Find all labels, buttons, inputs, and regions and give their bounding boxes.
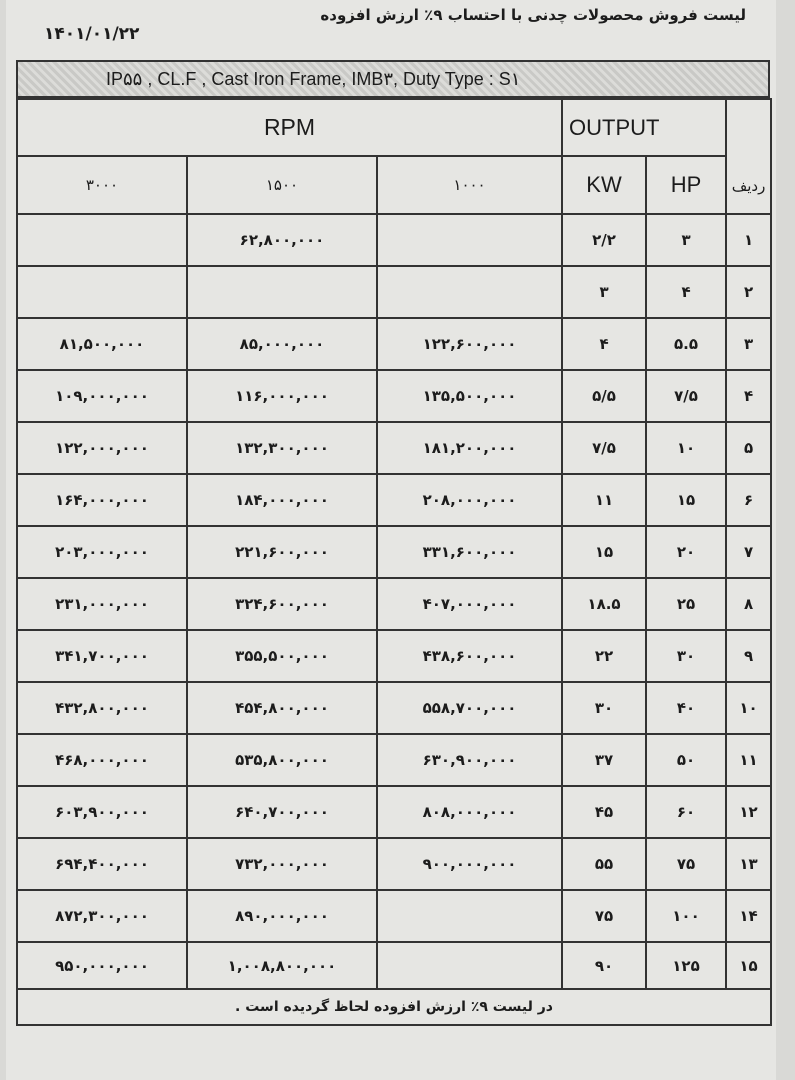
kw-cell: ۳۰ (562, 682, 646, 734)
price-1000-cell: ۴۳۸,۶۰۰,۰۰۰ (377, 630, 562, 682)
price-1500-cell: ۶۴۰,۷۰۰,۰۰۰ (187, 786, 377, 838)
table-row (17, 370, 771, 422)
price-1500-cell: ۱,۰۰۸,۸۰۰,۰۰۰ (187, 942, 377, 989)
price-3000-cell: ۹۵۰,۰۰۰,۰۰۰ (17, 942, 187, 989)
row-number-header: ردیف (726, 99, 771, 214)
row-number-cell: ۱ (726, 214, 771, 266)
price-1000-cell: ۲۰۸,۰۰۰,۰۰۰ (377, 474, 562, 526)
row-number-cell: ۱۰ (726, 682, 771, 734)
hp-cell: ۵۰ (646, 734, 726, 786)
kw-cell: ۷/۵ (562, 422, 646, 474)
spec-banner: IP۵۵ , CL.F , Cast Iron Frame, IMB۳, Duty Type : S۱ (16, 60, 770, 98)
kw-cell: ۷۵ (562, 890, 646, 942)
price-1500-cell: ۶۲,۸۰۰,۰۰۰ (187, 214, 377, 266)
table-row (17, 786, 771, 838)
hp-cell: ۲۵ (646, 578, 726, 630)
table-row (17, 266, 771, 318)
table-row (17, 838, 771, 890)
row-number-cell: ۱۱ (726, 734, 771, 786)
hp-cell: ۶۰ (646, 786, 726, 838)
price-1000-cell: ۴۰۷,۰۰۰,۰۰۰ (377, 578, 562, 630)
price-3000-cell: ۸۱,۵۰۰,۰۰۰ (17, 318, 187, 370)
table-row (17, 422, 771, 474)
rpm-3000-header: ۳۰۰۰ (17, 156, 187, 214)
row-number-cell: ۴ (726, 370, 771, 422)
hp-cell: ۱۵ (646, 474, 726, 526)
price-3000-cell: ۶۰۳,۹۰۰,۰۰۰ (17, 786, 187, 838)
kw-cell: ۳ (562, 266, 646, 318)
price-3000-cell: ۴۳۲,۸۰۰,۰۰۰ (17, 682, 187, 734)
hp-cell: ۴۰ (646, 682, 726, 734)
price-1500-cell: ۳۵۵,۵۰۰,۰۰۰ (187, 630, 377, 682)
hp-cell: ۱۲۵ (646, 942, 726, 989)
price-3000-cell: ۴۶۸,۰۰۰,۰۰۰ (17, 734, 187, 786)
kw-cell: ۲/۲ (562, 214, 646, 266)
row-number-cell: ۱۳ (726, 838, 771, 890)
price-1500-cell: ۸۵,۰۰۰,۰۰۰ (187, 318, 377, 370)
price-1500-cell: ۲۲۱,۶۰۰,۰۰۰ (187, 526, 377, 578)
price-3000-cell: ۱۲۲,۰۰۰,۰۰۰ (17, 422, 187, 474)
price-3000-cell: ۲۰۳,۰۰۰,۰۰۰ (17, 526, 187, 578)
hp-cell: ۳ (646, 214, 726, 266)
price-1000-cell (377, 266, 562, 318)
hp-cell: ۱۰۰ (646, 890, 726, 942)
table-row (17, 734, 771, 786)
price-1500-cell: ۵۳۵,۸۰۰,۰۰۰ (187, 734, 377, 786)
hp-header: HP (646, 156, 726, 214)
table-row (17, 942, 771, 989)
hp-cell: ۱۰ (646, 422, 726, 474)
row-number-cell: ۹ (726, 630, 771, 682)
hp-cell: ۷/۵ (646, 370, 726, 422)
price-1500-cell: ۱۳۲,۳۰۰,۰۰۰ (187, 422, 377, 474)
price-1500-cell: ۳۲۴,۶۰۰,۰۰۰ (187, 578, 377, 630)
hp-cell: ۲۰ (646, 526, 726, 578)
row-number-cell: ۷ (726, 526, 771, 578)
hp-cell: ۴ (646, 266, 726, 318)
table-row (17, 526, 771, 578)
price-1000-cell: ۱۲۲,۶۰۰,۰۰۰ (377, 318, 562, 370)
kw-cell: ۱۵ (562, 526, 646, 578)
price-3000-cell (17, 266, 187, 318)
row-number-cell: ۸ (726, 578, 771, 630)
price-3000-cell: ۸۷۲,۳۰۰,۰۰۰ (17, 890, 187, 942)
hp-cell: ۳۰ (646, 630, 726, 682)
price-1500-cell: ۴۵۴,۸۰۰,۰۰۰ (187, 682, 377, 734)
hp-cell: ۷۵ (646, 838, 726, 890)
price-3000-cell (17, 214, 187, 266)
price-1500-cell: ۱۸۴,۰۰۰,۰۰۰ (187, 474, 377, 526)
price-3000-cell: ۱۰۹,۰۰۰,۰۰۰ (17, 370, 187, 422)
kw-cell: ۱۸.۵ (562, 578, 646, 630)
row-number-cell: ۵ (726, 422, 771, 474)
hp-cell: ۵.۵ (646, 318, 726, 370)
price-1000-cell: ۹۰۰,۰۰۰,۰۰۰ (377, 838, 562, 890)
price-1000-cell: ۸۰۸,۰۰۰,۰۰۰ (377, 786, 562, 838)
kw-cell: ۵۵ (562, 838, 646, 890)
row-number-cell: ۱۴ (726, 890, 771, 942)
table-row (17, 474, 771, 526)
table-row (17, 630, 771, 682)
kw-cell: ۴ (562, 318, 646, 370)
document-date: ۱۴۰۱/۰۱/۲۲ (44, 24, 140, 44)
table-row (17, 318, 771, 370)
table-row (17, 890, 771, 942)
price-1000-cell: ۵۵۸,۷۰۰,۰۰۰ (377, 682, 562, 734)
price-1000-cell: ۱۳۵,۵۰۰,۰۰۰ (377, 370, 562, 422)
price-1000-cell: ۳۳۱,۶۰۰,۰۰۰ (377, 526, 562, 578)
table-row (17, 578, 771, 630)
price-table (16, 98, 772, 1026)
price-3000-cell: ۳۴۱,۷۰۰,۰۰۰ (17, 630, 187, 682)
price-1500-cell: ۱۱۶,۰۰۰,۰۰۰ (187, 370, 377, 422)
price-3000-cell: ۶۹۴,۴۰۰,۰۰۰ (17, 838, 187, 890)
price-3000-cell: ۲۳۱,۰۰۰,۰۰۰ (17, 578, 187, 630)
kw-header: KW (562, 156, 646, 214)
price-1000-cell (377, 942, 562, 989)
kw-cell: ۳۷ (562, 734, 646, 786)
kw-cell: ۱۱ (562, 474, 646, 526)
price-1000-cell (377, 890, 562, 942)
kw-cell: ۴۵ (562, 786, 646, 838)
row-number-cell: ۲ (726, 266, 771, 318)
price-1000-cell (377, 214, 562, 266)
kw-cell: ۹۰ (562, 942, 646, 989)
row-number-cell: ۱۵ (726, 942, 771, 989)
kw-cell: ۲۲ (562, 630, 646, 682)
table-row (17, 214, 771, 266)
price-list-sheet (6, 0, 776, 1080)
output-header: OUTPUT (562, 99, 726, 156)
rpm-1000-header: ۱۰۰۰ (377, 156, 562, 214)
price-1500-cell (187, 266, 377, 318)
vat-note: در لیست ۹٪ ارزش افزوده لحاظ گردیده است . (17, 989, 771, 1025)
row-number-cell: ۳ (726, 318, 771, 370)
row-number-cell: ۶ (726, 474, 771, 526)
row-number-cell: ۱۲ (726, 786, 771, 838)
price-1000-cell: ۱۸۱,۲۰۰,۰۰۰ (377, 422, 562, 474)
price-3000-cell: ۱۶۴,۰۰۰,۰۰۰ (17, 474, 187, 526)
price-1000-cell: ۶۳۰,۹۰۰,۰۰۰ (377, 734, 562, 786)
document-title: لیست فروش محصولات چدنی با احتساب ۹٪ ارزش افزوده (320, 6, 746, 24)
kw-cell: ۵/۵ (562, 370, 646, 422)
table-row (17, 682, 771, 734)
rpm-header: RPM (17, 99, 562, 156)
rpm-1500-header: ۱۵۰۰ (187, 156, 377, 214)
price-1500-cell: ۸۹۰,۰۰۰,۰۰۰ (187, 890, 377, 942)
price-1500-cell: ۷۳۲,۰۰۰,۰۰۰ (187, 838, 377, 890)
